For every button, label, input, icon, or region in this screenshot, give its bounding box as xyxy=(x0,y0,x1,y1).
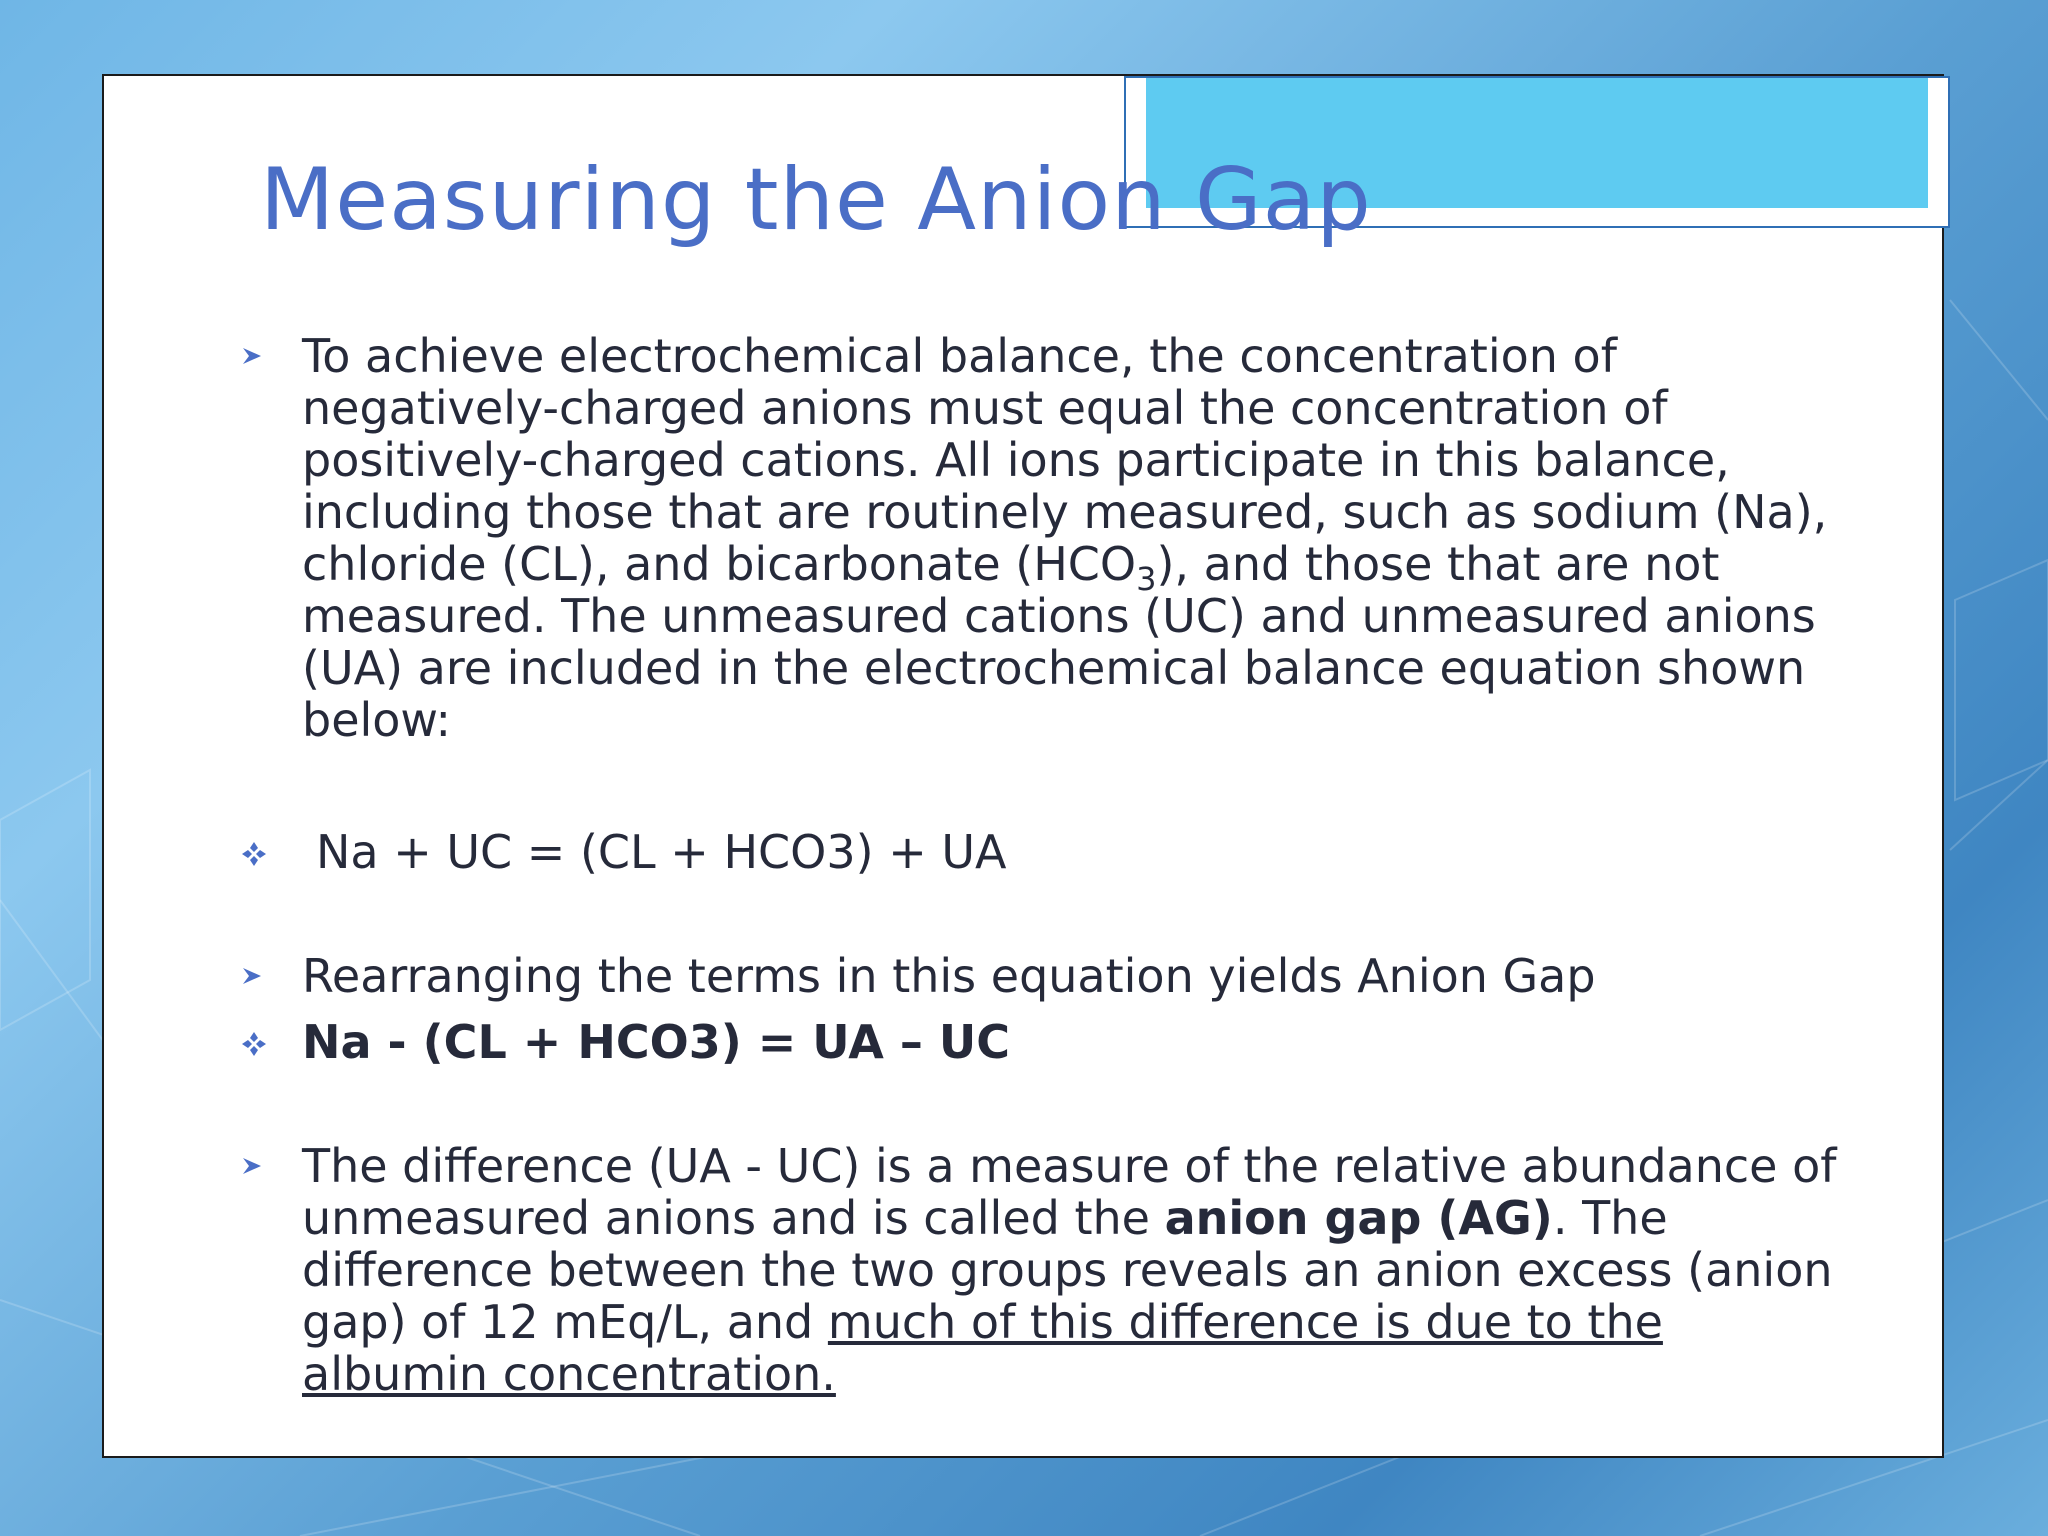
anion-gap-term: anion gap (AG) xyxy=(1164,1191,1553,1245)
equation-anion-gap xyxy=(240,1016,1840,1068)
difference-text-part-1: The difference (UA - UC) is a measure of the relative abundance of unmeasured anions and is called the xyxy=(302,1139,1837,1245)
diamond-bullet-icon xyxy=(240,1016,276,1058)
equation-anion-gap-text: Na - (CL + HCO3) = UA – UC xyxy=(302,1015,1010,1069)
paragraph-rearranging xyxy=(240,950,1840,1002)
arrowhead-bullet-icon xyxy=(240,1140,276,1178)
equation-balance xyxy=(240,826,1840,878)
albumin-note: much of this difference is due to the albumin concentration. xyxy=(302,1295,1663,1401)
arrowhead-bullet-icon xyxy=(240,950,276,988)
paragraph-text-part-1: To achieve electrochemical balance, the concentration of negatively-charged anions must equal the concentration of positively-charged cations. All ions participate in this balance, including those that are routinely measured, such as sodium (Na), chloride (CL), and bicarbonate (HCO xyxy=(302,329,1828,591)
diamond-bullet-icon xyxy=(240,826,276,868)
paragraph-difference xyxy=(240,1140,1840,1400)
difference-text-part-2: . The difference between the two groups reveals an anion excess (anion gap) of 12 mEq/L, and xyxy=(302,1191,1833,1349)
slide-title: Measuring the Anion Gap xyxy=(260,150,1372,250)
arrowhead-bullet-icon xyxy=(240,330,276,368)
equation-balance-text: Na + UC = (CL + HCO3) + UA xyxy=(316,825,1007,879)
paragraph-text-part-2: ), and those that are not measured. The unmeasured cations (UC) and unmeasured anions (UA) are included in the electrochemical balance equation shown below: xyxy=(302,537,1816,747)
rearranging-text: Rearranging the terms in this equation yields Anion Gap xyxy=(302,949,1596,1003)
paragraph-electrochemical-balance xyxy=(240,330,1840,746)
slide-content xyxy=(240,330,1840,1400)
subscript-3: 3 xyxy=(1136,560,1157,599)
